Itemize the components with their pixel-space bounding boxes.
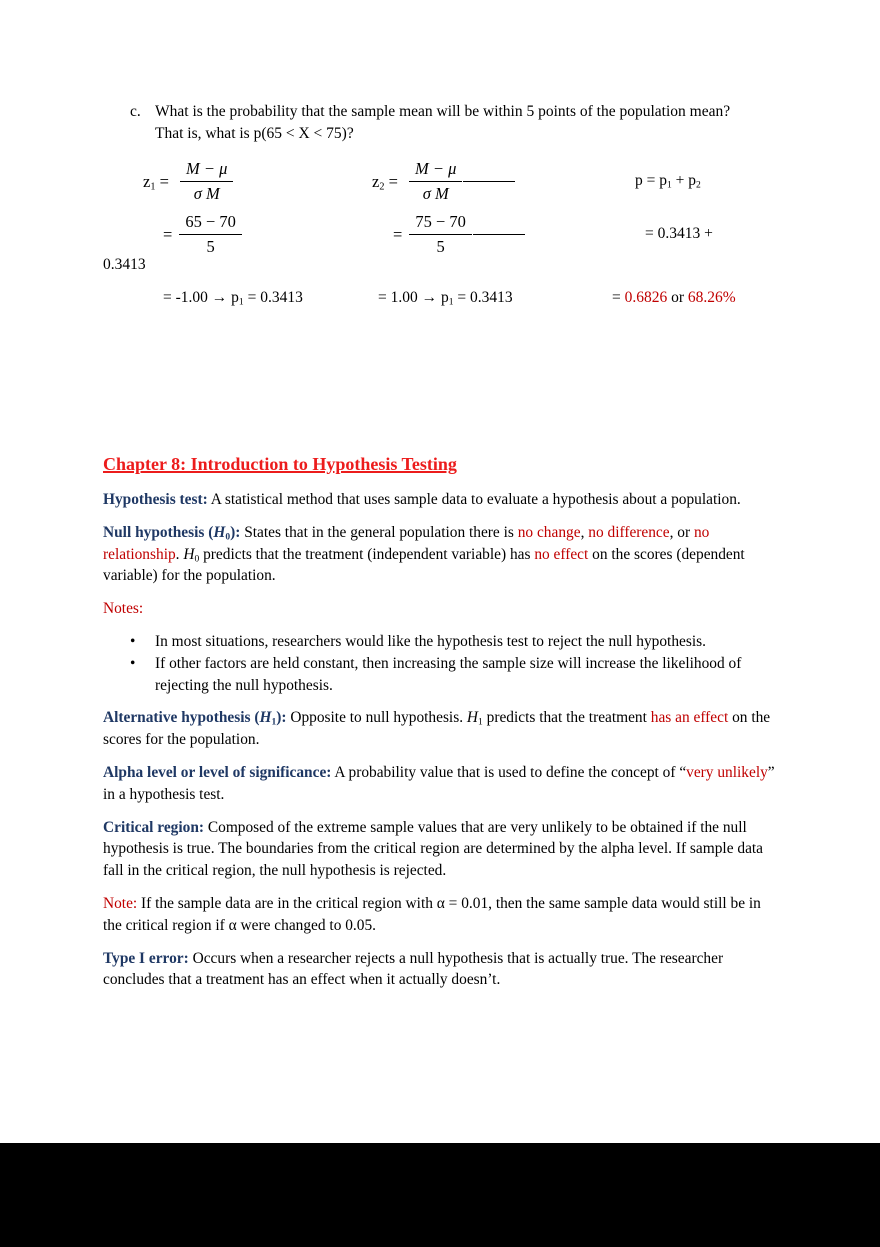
highlight-has-an-effect: has an effect [650, 709, 729, 727]
question-item-c [130, 101, 760, 145]
highlight-no-relationship: no relationship [103, 523, 710, 563]
fraction-rule-extension [463, 181, 515, 182]
bullet-text: In most situations, researchers would like the hypothesis test to reject the null hypothesis. [155, 632, 706, 650]
bullet-icon: • [130, 654, 136, 672]
formula-z2-step [393, 211, 525, 258]
bullet-text: If other factors are held constant, then increasing the sample size will increase the likelihood of rejecting the null hypothesis. [155, 654, 742, 694]
formula-z1-lhs: $z_1$ = [143, 171, 173, 193]
fraction [409, 158, 462, 205]
list-item [103, 631, 779, 653]
fraction [180, 158, 233, 205]
term-critical-region: Critical region: [103, 818, 205, 836]
term-type1-error: Type I error: [103, 949, 189, 967]
list-item [103, 653, 779, 697]
formula-z2 [372, 158, 515, 205]
fraction-denominator: σ M [193, 184, 220, 203]
term-alpha-level: Alpha level or level of significance: [103, 763, 332, 781]
formula-p-sum: = 0.3413 + [645, 225, 713, 242]
paragraph-alpha-level: Alpha level or level of significance: A probability value that is used to define the concept of “very unlikely” in a hypothesis test. [103, 763, 775, 803]
highlight-no-change: no change [517, 523, 581, 541]
paragraph-alternative-hypothesis: Alternative hypothesis $(H_1)$: Opposite to null hypothesis. $H_1$ predicts that the treatment has an effect on the scores for the population. [103, 709, 771, 749]
equals-sign: = [393, 224, 403, 244]
term-alternative-hypothesis: Alternative hypothesis $(H_1)$: [103, 709, 287, 728]
highlight-no-effect: no effect [534, 545, 589, 563]
fraction-numerator: M − μ [180, 158, 233, 182]
fraction-denominator: σ M [422, 184, 449, 203]
paragraph-notes-label [103, 598, 779, 620]
formula-p-result: = 0.6826 or 68.26% [612, 289, 736, 306]
formula-z2-lhs: $z_2$ = [372, 171, 402, 193]
formula-p-sum-wrapped: 0.3413 [103, 256, 146, 273]
bullet-icon: • [130, 632, 136, 650]
paragraph-hypothesis-test: Hypothesis test: A statistical method that uses sample data to evaluate a hypothesis about a population. [103, 491, 741, 508]
equals-sign: = [163, 224, 173, 244]
formula-p-total: $p = p_1 + p_2$ [635, 172, 701, 191]
fraction [179, 211, 242, 258]
chapter-heading: Chapter 8: Introduction to Hypothesis Testing [103, 454, 457, 474]
paragraph-note: Note: If the sample data are in the critical region with α = 0.01, then the same sample data would still be in the critical region if α were changed to 0.05. [103, 894, 761, 934]
notes-section [103, 452, 779, 1002]
note-label: Note: [103, 894, 138, 912]
paragraph-null-hypothesis: Null hypothesis $(H_0)$: States that in the general population there is no change, no difference, or no relationship. $H_0$ predicts that the treatment (independent variable) has no effect on the scores (dependent variable) for the population. [103, 523, 745, 585]
fraction-numerator: M − μ [409, 158, 462, 182]
bottom-black-bar [0, 1143, 880, 1247]
term-null-hypothesis: Null hypothesis $(H_0)$: [103, 523, 241, 543]
formula-z1 [143, 158, 233, 205]
highlight-very-unlikely: very unlikely [686, 763, 768, 781]
fraction-rule-extension [473, 234, 525, 235]
formula-z2-result: = $1.00 \to p_1 = 0.3413$ [378, 289, 513, 308]
notes-bullet-list [103, 631, 779, 696]
fraction-denominator: 5 [206, 237, 215, 256]
formula-z1-step [163, 211, 242, 258]
fraction-denominator: 5 [436, 237, 445, 256]
fraction-numerator: 75 − 70 [409, 211, 472, 235]
result-value: 0.6826 [624, 289, 668, 306]
paragraph-critical-region: Critical region: Composed of the extreme sample values that are very unlikely to be obtained if the null hypothesis is true. The boundaries from the critical region are determined by the alpha level. If sample data fall in the critical region, the null hypothesis is rejected. [103, 818, 764, 880]
fraction [409, 211, 472, 258]
term-hypothesis-test: Hypothesis test: [103, 491, 208, 508]
formula-z1-result: = $-1.00 \to p_1 = 0.3413$ [163, 289, 303, 308]
question-text: What is the probability that the sample mean will be within 5 points of the population mean? That is, what is p(65 < X < 75)? [155, 103, 731, 142]
highlight-no-difference: no difference [588, 523, 670, 541]
fraction-numerator: 65 − 70 [179, 211, 242, 235]
result-percentage: 68.26% [687, 289, 736, 306]
notes-label: Notes: [103, 600, 144, 618]
question-marker: c. [130, 103, 141, 120]
paragraph-type1-error: Type I error: Occurs when a researcher rejects a null hypothesis that is actually true. The researcher concludes that a treatment has an effect when it actually doesn’t. [103, 949, 724, 989]
